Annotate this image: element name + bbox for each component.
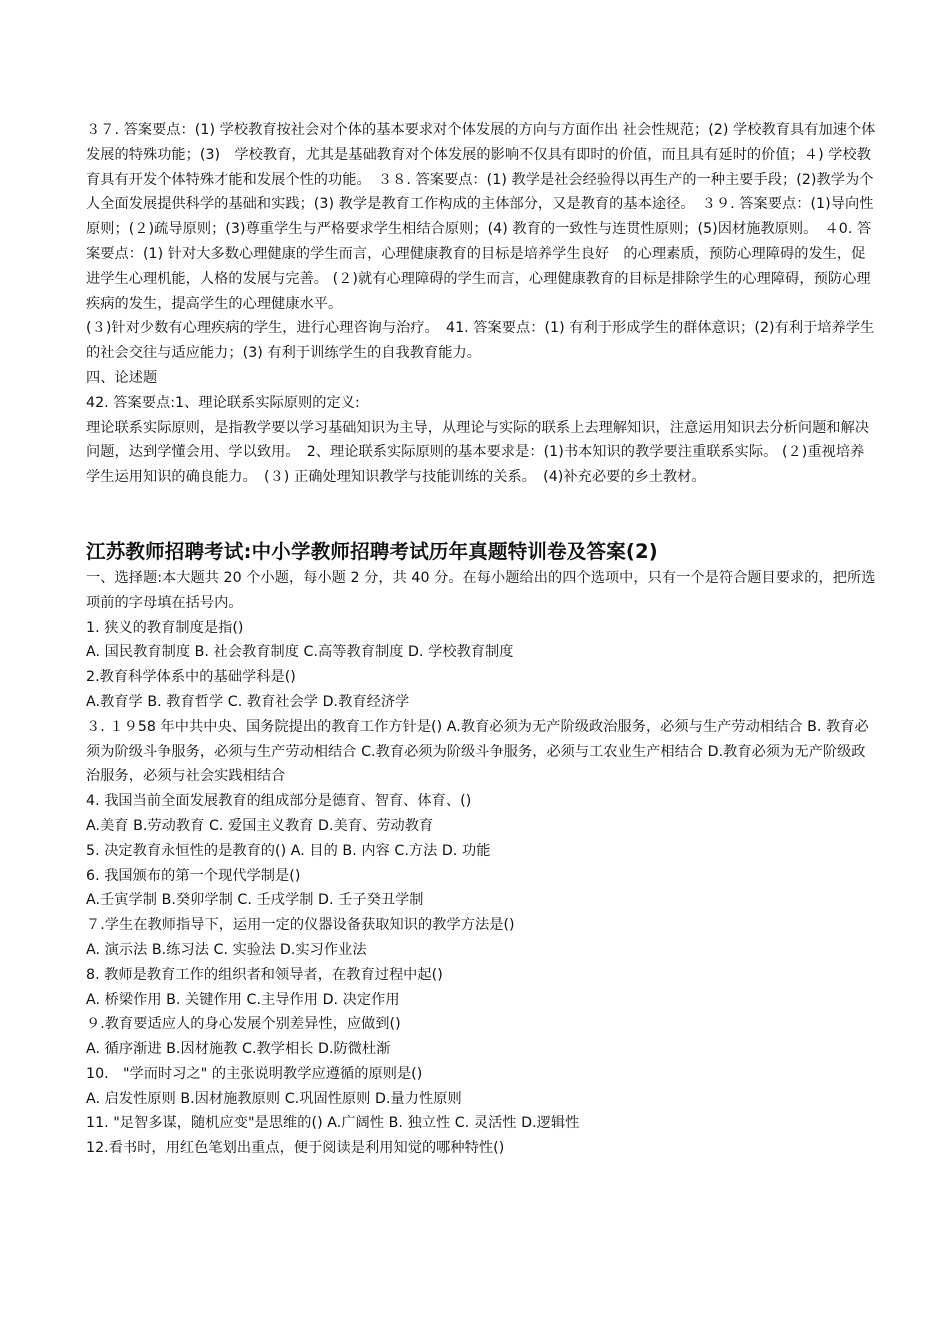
question-6: 6. 我国颁布的第一个现代学制是() — [86, 867, 301, 884]
question-1: 1. 狭义的教育制度是指() — [86, 619, 244, 636]
question-7-options: A. 演示法 B.练习法 C. 实验法 D.实习作业法 — [86, 941, 367, 958]
question-9-options: A. 循序渐进 B.因材施教 C.教学相长 D.防微杜渐 — [86, 1041, 391, 1058]
question-8-options: A. 桥梁作用 B. 关键作用 C.主导作用 D. 决定作用 — [86, 991, 400, 1008]
answer-paragraph-41: (３)针对少数有心理疾病的学生，进行心理咨询与治疗。 41. 答案要点：(1) 有利于形成学生的群体意识；(2)有利于培养学生的社会交往与适应能力；(3) 有利于训练学生的自我教育能力。 — [86, 320, 875, 362]
question-12: 12.看书时，用红色笔划出重点，便于阅读是利用知觉的哪种特性() — [86, 1140, 505, 1157]
answer-42-body: 理论联系实际原则，是指教学要以学习基础知识为主导，从理论与实际的联系上去理解知识，注意运用知识去分析问题和解决问题，达到学懂会用、学以致用。 2、理论联系实际原则的基本要求是：(1)书本知识的教学要注重联系实际。 (２)重视培养学生运用知识的确良能力。 (３) 正确处理知识教学与技能训练的关系。 (4)补充必要的乡土教材。 — [86, 419, 870, 486]
question-4: 4. 我国当前全面发展教育的组成部分是德育、智育、体育、() — [86, 793, 472, 810]
question-11: 11. "足智多谋，随机应变"是思维的() A.广阔性 B. 独立性 C. 灵活性 D.逻辑性 — [86, 1115, 580, 1132]
question-6-options: A.壬寅学制 B.癸卯学制 C. 壬戌学制 D. 壬子癸丑学制 — [86, 892, 424, 909]
answer-42-heading: 42. 答案要点:1、理论联系实际原则的定义: — [86, 394, 360, 411]
question-9: ９.教育要适应人的身心发展个别差异性，应做到() — [86, 1016, 401, 1033]
essay-heading: 四、论述题 — [86, 369, 158, 386]
document-page — [86, 118, 878, 1161]
question-7: ７.学生在教师指导下，运用一定的仪器设备获取知识的教学方法是() — [86, 917, 515, 934]
answer-section — [86, 118, 878, 490]
exam-section — [86, 538, 878, 1161]
question-10-options: A. 启发性原则 B.因材施教原则 C.巩固性原则 D.量力性原则 — [86, 1090, 462, 1107]
question-1-options: A. 国民教育制度 B. 社会教育制度 C.高等教育制度 D. 学校教育制度 — [86, 644, 514, 661]
question-2: 2.教育科学体系中的基础学科是() — [86, 669, 296, 686]
exam-title: 江苏教师招聘考试:中小学教师招聘考试历年真题特训卷及答案(2) — [86, 539, 658, 563]
answer-paragraph-37-40: ３７. 答案要点：(1) 学校教育按社会对个体的基本要求对个体发展的方向与方面作出 社会性规范；(2) 学校教育具有加速个体发展的特殊功能；(3) 学校教育，尤其是基础教育对个体发展的影响不仅具有即时的价值，而且具有延时的价值；４) 学校教育具有开发个体特殊才能和发展个性的功能。 ３８. 答案要点：(1) 教学是社会经验得以再生产的一种主要手段；(2)教学为个人全面发展提供科学的基础和实践；(3) 教学是教育工作构成的主体部分，又是教育的基本途径。 ３９. 答案要点：(1)导向性原则；(２)疏导原则；(3)尊重学生与严格要求学生相结合原则；(4) 教育的一致性与连贯性原则；(5)因材施教原则。 ４0. 答案要点：(1) 针对大多数心理健康的学生而言，心理健康教育的目标是培养学生良好 的心理素质，预防心理障碍的发生，促进学生心理机能，人格的发展与完善。 (２)就有心理障碍的学生而言，心理健康教育的目标是排除学生的心理障碍，预防心理疾病的发生，提高学生的心理健康水平。 — [86, 122, 876, 312]
question-3: ３. １９58 年中共中央、国务院提出的教育工作方针是() A.教育必须为无产阶级政治服务，必须与生产劳动相结合 B. 教育必须为阶级斗争服务，必须与生产劳动相结合 C.教育必须为阶级斗争服务，必须与工农业生产相结合 D.教育必须为无产阶级政治服务，必须与社会实践相结合 — [86, 718, 869, 785]
question-4-options: A.美育 B.劳动教育 C. 爱国主义教育 D.美育、劳动教育 — [86, 817, 434, 834]
question-5: 5. 决定教育永恒性的是教育的() A. 目的 B. 内容 C.方法 D. 功能 — [86, 842, 491, 859]
question-2-options: A.教育学 B. 教育哲学 C. 教育社会学 D.教育经济学 — [86, 693, 410, 710]
question-8: 8. 教师是教育工作的组织者和领导者，在教育过程中起() — [86, 966, 443, 983]
section-gap — [86, 490, 878, 538]
exam-intro: 一、选择题:本大题共 20 个小题，每小题 2 分，共 40 分。在每小题给出的四个选项中，只有一个是符合题目要求的，把所选项前的字母填在括号内。 — [86, 569, 876, 611]
question-10: 10. "学而时习之" 的主张说明教学应遵循的原则是() — [86, 1065, 423, 1082]
